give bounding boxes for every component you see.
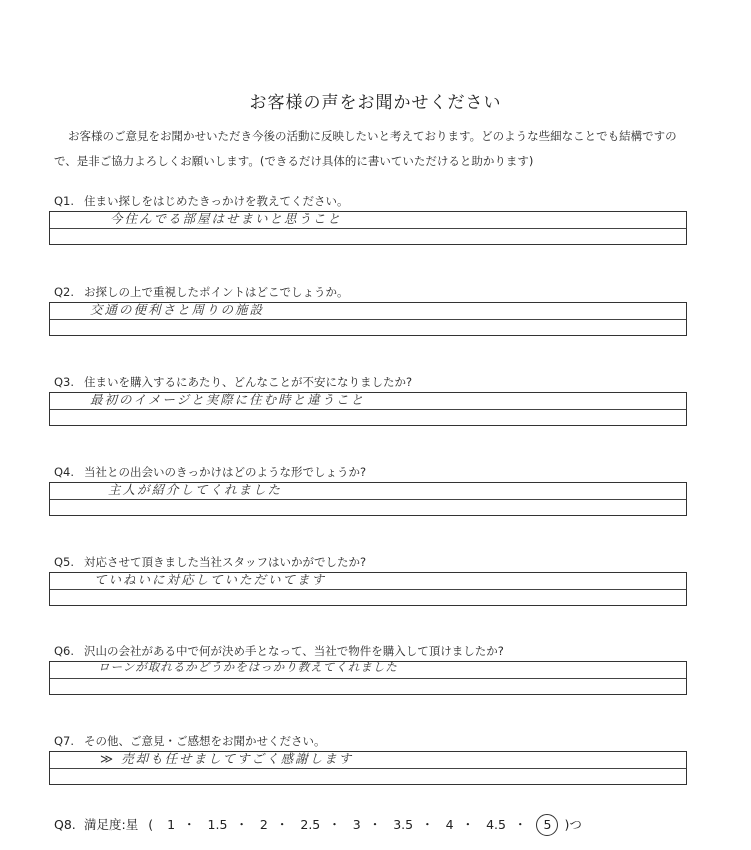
question-number: Q8. xyxy=(54,817,76,832)
question-number: Q4. xyxy=(54,465,75,479)
question-1 xyxy=(54,193,349,209)
question-number: Q3. xyxy=(54,375,75,389)
question-3 xyxy=(54,374,412,390)
answer-box-3[interactable] xyxy=(49,392,687,426)
answer-box-4[interactable] xyxy=(49,482,687,516)
question-number: Q7. xyxy=(54,734,75,748)
question-number: Q2. xyxy=(54,285,75,299)
rating-opt-5-selected[interactable]: 5 xyxy=(536,814,558,836)
answer-handwriting: 今住んでる部屋はせまいと思うこと xyxy=(110,211,343,226)
question-5 xyxy=(54,554,366,570)
answer-handwriting: ローンが取れるかどうかをはっかり教えてくれました xyxy=(98,660,398,674)
question-4 xyxy=(54,464,366,480)
rating-close: )つ xyxy=(564,817,582,832)
answer-box-6[interactable] xyxy=(49,661,687,695)
answer-handwriting: ていねいに対応していただいてます xyxy=(94,572,327,587)
rating-opt-4.5[interactable]: 4.5 xyxy=(486,817,506,832)
question-text: 住まい探しをはじめたきっかけを教えてください。 xyxy=(84,194,349,208)
answer-handwriting: ≫ 売却も任せましてすごく感謝します xyxy=(100,751,354,766)
page-title: お客様の声をお聞かせください xyxy=(249,93,502,113)
rating-opt-3[interactable]: 3 xyxy=(352,817,361,832)
intro-text: お客様のご意見をお聞かせいただき今後の活動に反映したいと考えております。どのような些細なことでも結構ですので、是非ご協力よろしくお願いします。(できるだけ具体的に書いていただけると助かります) xyxy=(54,129,677,168)
answer-handwriting: 主人が紹介してくれました xyxy=(108,482,283,497)
rating-opt-1.5[interactable]: 1.5 xyxy=(207,817,228,832)
answer-box-5[interactable] xyxy=(49,572,687,606)
rating-label: 満足度:星 xyxy=(84,817,139,832)
answer-handwriting: 最初のイメージと実際に住む時と違うこと xyxy=(90,392,366,407)
question-6 xyxy=(54,643,504,659)
answer-handwriting: 交通の便利さと周りの施設 xyxy=(90,302,265,317)
question-text: 沢山の会社がある中で何が決め手となって、当社で物件を購入して頂けましたか? xyxy=(84,644,504,658)
question-number: Q1. xyxy=(54,194,75,208)
answer-box-2[interactable] xyxy=(49,302,687,336)
rating-opt-2.5[interactable]: 2.5 xyxy=(300,817,321,832)
question-number: Q6. xyxy=(54,644,75,658)
question-text: 対応させて頂きました当社スタッフはいかがでしたか? xyxy=(84,555,367,569)
question-number: Q5. xyxy=(54,555,75,569)
question-text: お探しの上で重視したポイントはどこでしょうか。 xyxy=(84,285,349,299)
arrow-mark-icon: ≫ xyxy=(100,751,116,766)
satisfaction-rating: Q8. 満足度:星 ( 1 ・ 1.5 ・ 2 ・ 2.5 ・ 3 ・ 3.5 ・ 4 ・ 4.5 ・ 5 )つ xyxy=(54,814,582,836)
question-text: その他、ご意見・ご感想をお聞かせください。 xyxy=(84,734,326,748)
rating-open-paren: ( xyxy=(148,817,154,832)
question-7 xyxy=(54,733,326,749)
question-text: 当社との出会いのきっかけはどのような形でしょうか? xyxy=(84,465,367,479)
rating-opt-1[interactable]: 1 xyxy=(167,817,176,832)
question-text: 住まいを購入するにあたり、どんなことが不安になりましたか? xyxy=(84,375,413,389)
answer-box-7[interactable] xyxy=(49,751,687,785)
rating-opt-2[interactable]: 2 xyxy=(259,817,268,832)
answer-box-1[interactable] xyxy=(49,211,687,245)
rating-opt-4[interactable]: 4 xyxy=(445,817,454,832)
question-2 xyxy=(54,284,349,300)
rating-opt-3.5[interactable]: 3.5 xyxy=(393,817,414,832)
